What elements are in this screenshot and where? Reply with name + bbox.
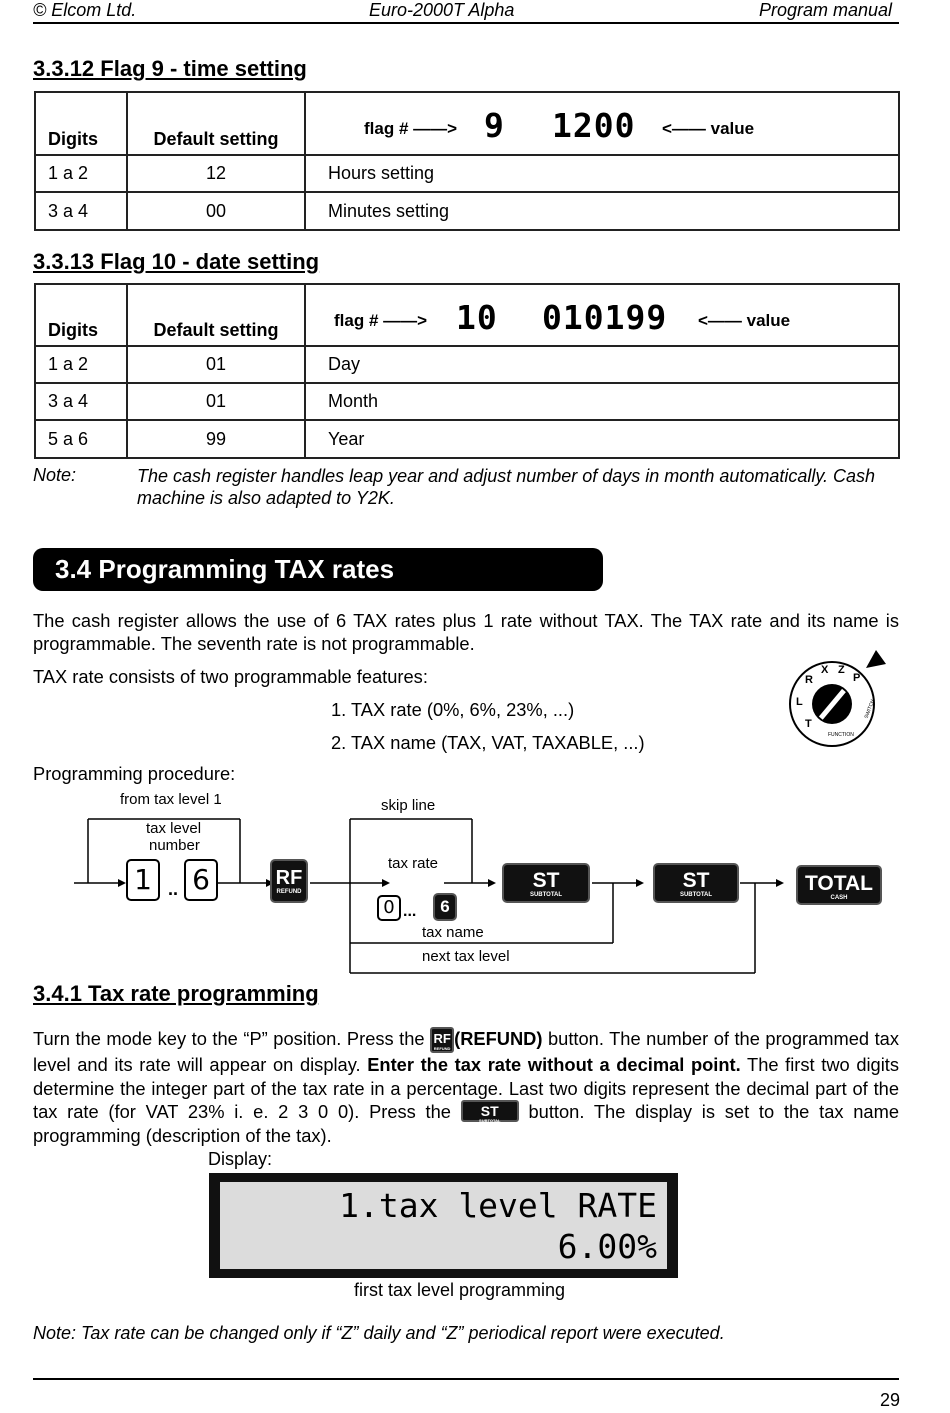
from-level-label: from tax level 1: [120, 791, 222, 808]
tax-features-intro: TAX rate consists of two programmable features:: [33, 666, 428, 687]
cell-default: 12: [127, 155, 305, 192]
table-row: [35, 420, 899, 458]
section-title-3-3-12: 3.3.12 Flag 9 - time setting: [33, 56, 307, 81]
switch-l-label: L: [796, 696, 803, 708]
value-label: <—— value: [662, 119, 755, 138]
total-key-sub: CASH: [830, 895, 848, 901]
cell-default: 01: [127, 383, 305, 420]
cell-default: 01: [127, 346, 305, 383]
subtotal-key-icon: [461, 1100, 519, 1122]
section-banner-3-4: 3.4 Programming TAX rates: [33, 548, 603, 591]
subtotal-key-icon-sub: SUBTOTAL: [479, 1118, 501, 1123]
refund-label: (REFUND): [454, 1028, 543, 1049]
procedure-label: Programming procedure:: [33, 763, 236, 784]
function-switch-icon: [786, 648, 890, 752]
lcd-display: [209, 1173, 678, 1278]
lcd-line-2: 6.00%: [557, 1227, 657, 1266]
header-product: Euro-2000T Alpha: [369, 0, 515, 20]
feature-list-item: 1. TAX rate (0%, 6%, 23%, ...): [331, 699, 575, 720]
total-key[interactable]: [796, 865, 882, 905]
cell-default: 99: [127, 420, 305, 458]
refund-key-icon-sub: REFUND: [433, 1046, 451, 1051]
cell-desc: Hours setting: [305, 155, 899, 192]
flag-format-cell: [305, 92, 899, 155]
value-label: <—— value: [698, 311, 791, 330]
subtotal-key-icon-label: ST: [480, 1103, 499, 1119]
para-text: Turn the mode key to the “P” position. Press the: [33, 1028, 431, 1049]
lcd-screen: [220, 1182, 667, 1269]
cell-digits: 3 a 4: [35, 192, 127, 230]
emphasis-text: Enter the tax rate without a decimal point.: [367, 1054, 741, 1075]
cell-desc: Year: [305, 420, 899, 458]
cell-desc: Minutes setting: [305, 192, 899, 230]
flag-value: 1200: [552, 106, 636, 145]
next-level-label: next tax level: [422, 948, 510, 965]
table-row: [35, 383, 899, 420]
flag-format-cell: [305, 284, 899, 346]
feature-list-item: 2. TAX name (TAX, VAT, TAXABLE, ...): [331, 732, 645, 753]
switch-x-label: X: [821, 664, 829, 676]
page-number: 29: [879, 1390, 900, 1410]
switch-p-label: P: [853, 672, 861, 684]
tax-rate-paragraph: [33, 1027, 899, 1147]
subtotal-key-label: ST: [682, 869, 710, 892]
cell-default: 00: [127, 192, 305, 230]
key-6-small[interactable]: 6: [433, 893, 457, 921]
number-label: number: [149, 837, 200, 854]
table-row: [35, 346, 899, 383]
col-default: Default setting: [127, 284, 305, 346]
programming-diagram: [60, 787, 900, 982]
cell-digits: 3 a 4: [35, 383, 127, 420]
flag-label: flag # ——>: [334, 311, 428, 330]
note-text: The cash register handles leap year and adjust number of days in month automatically. Cash machine is also adapted to Y2K.: [137, 466, 876, 508]
tax-rate-label: tax rate: [388, 855, 439, 872]
key-6[interactable]: 6: [184, 859, 218, 901]
cell-desc: Month: [305, 383, 899, 420]
note-label: Note:: [33, 465, 77, 485]
display-label: Display:: [208, 1149, 273, 1169]
subtotal-key[interactable]: [653, 863, 739, 903]
header-divider: [33, 22, 899, 24]
cell-digits: 1 a 2: [35, 346, 127, 383]
footer-divider: [33, 1378, 899, 1380]
range-dots: ..: [168, 879, 179, 899]
refund-key-icon-label: RF: [433, 1031, 451, 1046]
cell-desc: Day: [305, 346, 899, 383]
col-digits: Digits: [35, 92, 127, 155]
flag-number: 10: [456, 298, 498, 337]
cell-digits: 5 a 6: [35, 420, 127, 458]
tax-level-label: tax level: [146, 820, 202, 837]
para-text: button. The number of the programmed tax level and its rate will appear on display.: [33, 1028, 899, 1075]
table-row: [35, 192, 899, 230]
para-text: button. The display is set to the tax name programming (description of the tax).: [33, 1101, 899, 1146]
para-text: The first two digits determine the integer part of the tax rate in a percentage. Last two digits represent the decimal part of the tax rate (for VAT 23% i. e. 2 3 0 0). Press the: [33, 1054, 900, 1122]
key-1[interactable]: 1: [126, 859, 160, 901]
flag-label: flag # ——>: [364, 119, 458, 138]
refund-key[interactable]: [270, 859, 308, 903]
section-title-3-3-13: 3.3.13 Flag 10 - date setting: [33, 249, 320, 274]
header-company: © Elcom Ltd.: [33, 0, 137, 20]
flag-value: 010199: [542, 298, 668, 337]
display-caption: first tax level programming: [354, 1280, 566, 1300]
subtotal-key-label: ST: [532, 869, 560, 892]
col-digits: Digits: [35, 284, 127, 346]
skip-line-label: skip line: [381, 797, 436, 814]
col-default: Default setting: [127, 92, 305, 155]
header-doc-type: Program manual: [758, 0, 892, 20]
subtotal-key-sub: SUBTOTAL: [529, 892, 563, 898]
note-2: Note: Tax rate can be changed only if “Z” daily and “Z” periodical report were executed.: [33, 1323, 725, 1343]
subtotal-key[interactable]: [502, 863, 590, 903]
flag9-table: [34, 91, 900, 231]
lcd-line-1: 1.tax level RATE: [339, 1186, 657, 1225]
refund-key-icon: [430, 1027, 454, 1053]
refund-key-label: RF: [275, 867, 303, 889]
table-row: [35, 155, 899, 192]
cell-digits: 1 a 2: [35, 155, 127, 192]
switch-z-label: Z: [838, 664, 845, 676]
switch-function-label: FUNCTION: [828, 732, 854, 738]
subtotal-key-sub: SUBTOTAL: [679, 892, 713, 898]
flag-number: 9: [484, 106, 505, 145]
key-0[interactable]: 0: [377, 895, 401, 921]
switch-t-label: T: [805, 718, 812, 730]
switch-r-label: R: [805, 674, 813, 686]
section-title-3-4-1: 3.4.1 Tax rate programming: [33, 981, 319, 1006]
switch-switch-label: SWITCH: [863, 698, 877, 720]
flag10-table: [34, 283, 900, 459]
range-dots: ...: [403, 903, 417, 920]
total-key-label: TOTAL: [804, 872, 874, 895]
refund-key-sub: REFUND: [276, 889, 302, 895]
tax-name-label: tax name: [422, 924, 484, 941]
tax-intro-paragraph: The cash register allows the use of 6 TAX rates plus 1 rate without TAX. The TAX rate and its name is programmable. The seventh rate is not programmable.: [33, 610, 899, 654]
